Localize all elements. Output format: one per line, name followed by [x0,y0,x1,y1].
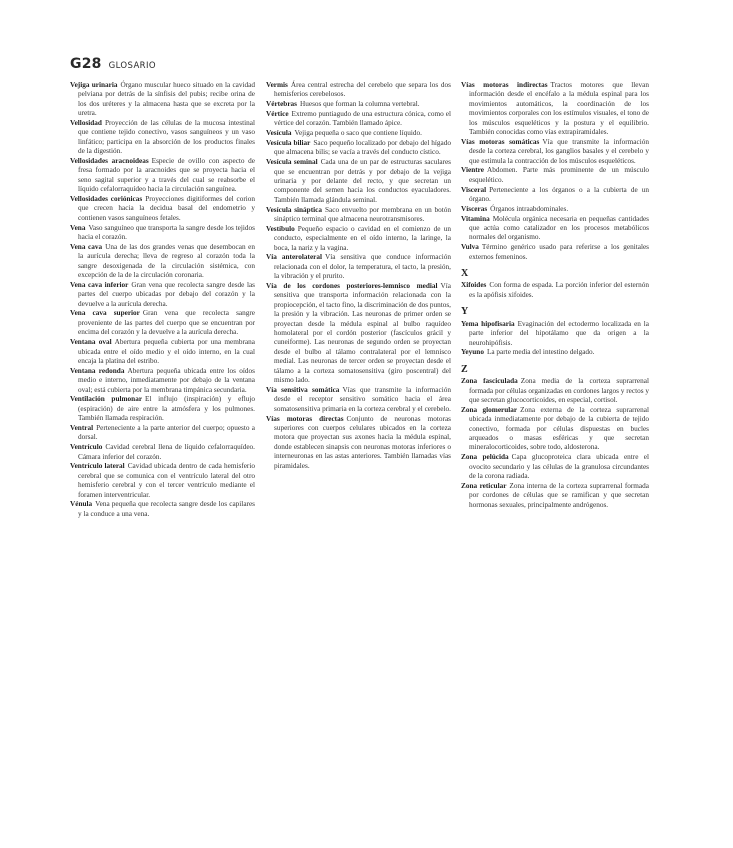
glossary-definition: Órgano muscular hueco situado en la cavidad pelviana por detrás de la sínfisis del pubis; recibe orina de los dos uréteres y la almacena hasta que se excreta por la uretra. [78,81,256,118]
glossary-entry [461,81,649,137]
glossary-term: Zona fasciculada [461,377,518,386]
glossary-term: Ventana redonda [70,366,125,375]
glossary-term: Ventana oval [70,338,112,347]
glossary-entry [266,110,451,129]
letter-heading: Y [461,306,469,318]
glossary-entry [461,320,649,348]
glossary-entry [461,406,649,453]
glossary-entry [70,443,255,462]
glossary-term: Vértice [266,110,289,118]
glossary-term: Vías motoras somáticas [461,137,540,146]
glossary-definition: Una de las dos grandes venas que desembocan en la aurícula derecha; lleva de regreso al corazón toda la sangre desoxigenada de la circulación sistémica, con excepción de la de la circulación coronaria. [78,242,255,280]
glossary-definition: Vía sensitiva que transporta información relacionada con la propiocepción, el tacto fino, la discriminación de dos puntos, la presión y la vibración. Las neuronas de primer orden se proyectan desde la médula espinal al bulbo raquídeo homolateral por el cordón posterior (fascículos grácil y cuneiforme). Las neuronas de segundo orden se proyectan desde el bulbo al tálamo contralateral por el lemnisco medial. Las neuronas de tercer orden se proyectan desde el tálamo a la corteza somatosensitiva (giro poscentral) del mismo lado. [274,282,451,385]
glossary-entry [70,395,255,423]
glossary-entry [70,157,255,195]
glossary-definition: Con forma de espada. La porción inferior del esternón es la apófisis xifoides. [469,281,649,299]
glossary-definition: Perteneciente a la parte anterior del cuerpo; opuesto a dorsal. [78,423,255,442]
glossary-entry [70,500,255,519]
glossary-definition: Área central estrecha del cerebelo que separa los dos hemisferios cerebelosos. [274,81,451,99]
glossary-entry [266,386,451,414]
glossary-definition: Vías que transmite la información desde el receptor sensitivo somático hacia el área somatosensitiva primaria en la corteza cerebral y el cerebelo. [274,385,452,413]
glossary-entry [266,129,451,138]
glossary-column-1 [70,81,255,520]
glossary-definition: Conjunto de neuronas motoras superiores con cuerpos celulares ubicados en la corteza motora que proyectan sus axones hacia la médula espinal, donde establecen sinapsis con neuronas motoras inferiores o interneuronas en las astas anteriores. También llamadas vías piramidales. [274,414,451,470]
glossary-term: Vulva [461,243,479,252]
glossary-definition: Huesos que forman la columna vertebral. [300,100,420,109]
glossary-definition: Vaso sanguíneo que transporta la sangre desde los tejidos hacia el corazón. [78,223,255,242]
glossary-term: Zona pelúcida [461,453,509,462]
glossary-definition: Cavidad cerebral llena de líquido cefalorraquídeo. Cámara inferior del corazón. [78,443,255,461]
glossary-term: Ventrículo [70,443,103,452]
glossary-definition: Saco envuelto por membrana en un botón sináptico terminal que almacena neurotransmisores. [274,205,451,224]
glossary-term: Vellosidades coriónicas [70,195,143,204]
glossary-definition: Abertura pequeña cubierta por una membrana ubicada entre el oído medio y el oído interno, en la cual encaja la platina del estribo. [78,338,255,365]
glossary-entry [70,81,255,119]
glossary-entry [266,282,451,385]
glossary-term: Vientre [461,166,484,175]
glossary-term: Vena cava [70,242,103,251]
glossary-definition: Órganos intraabdominales. [490,204,569,213]
glossary-definition: Extremo puntiagudo de una estructura cónica, como el vértice del corazón. También llamado ápice. [274,110,451,128]
glossary-entry [461,138,649,166]
glossary-definition: Abertura pequeña ubicada entre los oídos medio e interno, inmediatamente por debajo de la ventana oval; está cubierta por la membrana timpánica secundaria. [78,366,255,394]
section-title: GLOSARIO [108,61,156,71]
glossary-definition: Vejiga pequeña o saco que contiene líquido. [294,129,422,138]
glossary-definition: Zona externa de la corteza suprarrenal ubicada inmediatamente por debajo de la cubierta de tejido conectivo, formada por células dispuestas en bucles arqueados o masas esféricas y que secretan mineralocorticoides, sobre todo, aldosterona. [469,405,649,452]
letter-heading: Z [461,363,468,375]
glossary-term: Visceral [461,185,487,194]
glossary-definition: Abdomen. Parte más prominente de un músculo esquelético. [469,166,649,184]
glossary-entry [461,243,649,262]
glossary-term: Ventral [70,423,94,432]
glossary-definition: Evaginación del ectodermo localizada en la parte inferior del hipotálamo que da origen a la neurohipófisis. [469,319,650,347]
glossary-definition: Vía que transmite la información desde la corteza cerebral, los ganglios basales y el cerebelo y que estimula la contracción de los músculos esqueléticos. [469,137,649,165]
glossary-entry [70,281,255,309]
glossary-term: Vesícula biliar [266,139,311,147]
glossary-term: Vena cava inferior [70,280,129,289]
page-number: G28 [70,56,102,72]
glossary-entry [461,205,649,214]
glossary-entry [461,281,649,300]
glossary-entry [266,100,451,109]
glossary-term: Vía anterolateral [266,253,323,262]
glossary-column-3 [461,81,649,510]
glossary-definition: Tractos motores que llevan información desde el encéfalo a la médula espinal para los movimientos automáticos, la coordinación de los movimientos corporales con los estímulos visuales, el tono de los músculos esqueléticos y la postura y el equilibrio. También conocidas como vías extrapiramidales. [469,81,649,137]
glossary-term: Ventrículo lateral [70,462,125,471]
glossary-entry [461,482,649,510]
glossary-term: Vía de los cordones posteriores-lemnisco medial [266,282,438,291]
glossary-definition: Cavidad ubicada dentro de cada hemisferio cerebral que se comunica con el ventrículo lateral del otro hemisferio cerebral y con el tercer ventrículo mediante el foramen interventricular. [78,462,255,499]
glossary-entry [266,225,451,253]
glossary-entry [461,215,649,243]
glossary-entry [266,415,451,471]
glossary-definition: Capa glucoproteica clara ubicada entre el ovocito secundario y las células de la granulosa circundantes de la corona radiada. [469,453,649,480]
letter-heading: X [461,268,469,280]
glossary-term: Vértebras [266,100,298,109]
glossary-entry [266,206,451,225]
glossary-entry [70,119,255,157]
glossary-term: Zona glomerular [461,405,518,414]
glossary-definition: Proyección de las células de la mucosa intestinal que contiene tejido conectivo, vasos sanguíneos y un vaso linfático; participa en la absorción de los productos finales de la digestión. [78,119,255,156]
glossary-entry [70,424,255,443]
glossary-entry [70,224,255,243]
glossary-term: Vena cava superior [70,309,140,318]
glossary-definition: Saco pequeño localizado por debajo del hígado que almacena bilis; se vacía a través del conducto cístico. [274,139,451,157]
glossary-definition: Especie de ovillo con aspecto de fresa formado por la aracnoides que se proyecta hacia el seno sagital superior y a través del cual se reabsorbe el líquido cefalorraquídeo hacia la circulación sanguínea. [78,157,255,194]
glossary-entry [70,309,255,337]
glossary-term: Vías motoras indirectas [461,81,548,89]
glossary-term: Vellosidades aracnoideas [70,157,149,166]
glossary-entry [70,462,255,500]
glossary-definition: Vena pequeña que recolecta sangre desde los capilares y la conduce a una vena. [78,500,255,518]
glossary-definition: Gran vena que recolecta sangre proveniente de las partes del cuerpo que se encuentran por encima del corazón y la devuelve a la aurícula derecha. [78,309,255,337]
glossary-definition: La parte media del intestino delgado. [486,348,595,357]
glossary-definition: Vía sensitiva que conduce información relacionada con el dolor, la temperatura, el tacto, la presión, la vibración y el prurito. [274,253,451,281]
glossary-term: Vejiga urinaria [70,81,118,89]
glossary-term: Vitamina [461,214,490,223]
glossary-definition: Zona interna de la corteza suprarrenal formada por cordones de células que se ramifican y que secretan hormonas sexuales, principalmente andrógenos. [469,481,649,509]
glossary-term: Vía sensitiva somática [266,385,340,394]
glossary-entry [461,186,649,205]
glossary-definition: Término genérico usado para referirse a los genitales externos femeninos. [469,243,649,261]
glossary-entry [266,139,451,158]
glossary-entry [461,453,649,481]
glossary-definition: Proyecciones digitiformes del corion que crecen hacia la decidua basal del endometrio y contienen vasos sanguíneos fetales. [78,195,255,222]
glossary-term: Xifoides [461,281,487,290]
glossary-term: Vermis [266,81,288,89]
glossary-term: Yema hipofisaria [461,319,515,328]
glossary-entry [266,158,451,205]
glossary-term: Vesícula [266,129,292,138]
glossary-term: Vena [70,223,86,232]
glossary-term: Vénula [70,500,93,509]
glossary-entry [266,253,451,281]
glossary-entry [266,81,451,100]
glossary-definition: Cada una de un par de estructuras saculares que se encuentran por detrás y por debajo de la vejiga urinaria y por delante del recto, y que secretan un componente del semen hacia los conductos eyaculadores. También llamada glándula seminal. [274,158,452,204]
glossary-term: Vísceras [461,204,488,213]
glossary-term: Vesícula seminal [266,158,318,167]
glossary-entry [461,377,649,405]
glossary-term: Vestíbulo [266,224,295,233]
glossary-entry [461,166,649,185]
glossary-entry [70,367,255,395]
page-header [70,56,156,72]
glossary-term: Vellosidad [70,119,102,128]
glossary-term: Vías motoras directas [266,414,344,423]
glossary-term: Ventilación pulmonar [70,395,143,404]
glossary-term: Vesícula sináptica [266,205,322,214]
glossary-entry [461,348,649,357]
glossary-entry [70,243,255,281]
glossary-term: Yeyuno [461,348,484,357]
glossary-definition: El influjo (inspiración) y eflujo (espiración) de aire entre la atmósfera y los pulmones. También llamada respiración. [78,395,255,423]
glossary-definition: Pequeño espacio o cavidad en el comienzo de un conducto, especialmente en el oído interno, la laringe, la boca, la nariz y la vagina. [274,224,451,252]
glossary-entry [70,338,255,366]
glossary-term: Zona reticular [461,481,507,490]
glossary-column-2 [266,81,451,471]
glossary-definition: Zona media de la corteza suprarrenal formada por células organizadas en cordones largos y rectos y que secretan glucocorticoides, en especial, cortisol. [469,377,649,404]
glossary-definition: Molécula orgánica necesaria en pequeñas cantidades que actúa como catalizador en los procesos metabólicos normales del organismo. [469,214,649,242]
glossary-definition: Gran vena que recolecta sangre desde las partes del cuerpo ubicadas por debajo del corazón y la devuelve a la aurícula derecha. [78,280,255,308]
glossary-definition: Perteneciente a los órganos o a la cubierta de un órgano. [469,185,649,204]
glossary-entry [70,195,255,223]
